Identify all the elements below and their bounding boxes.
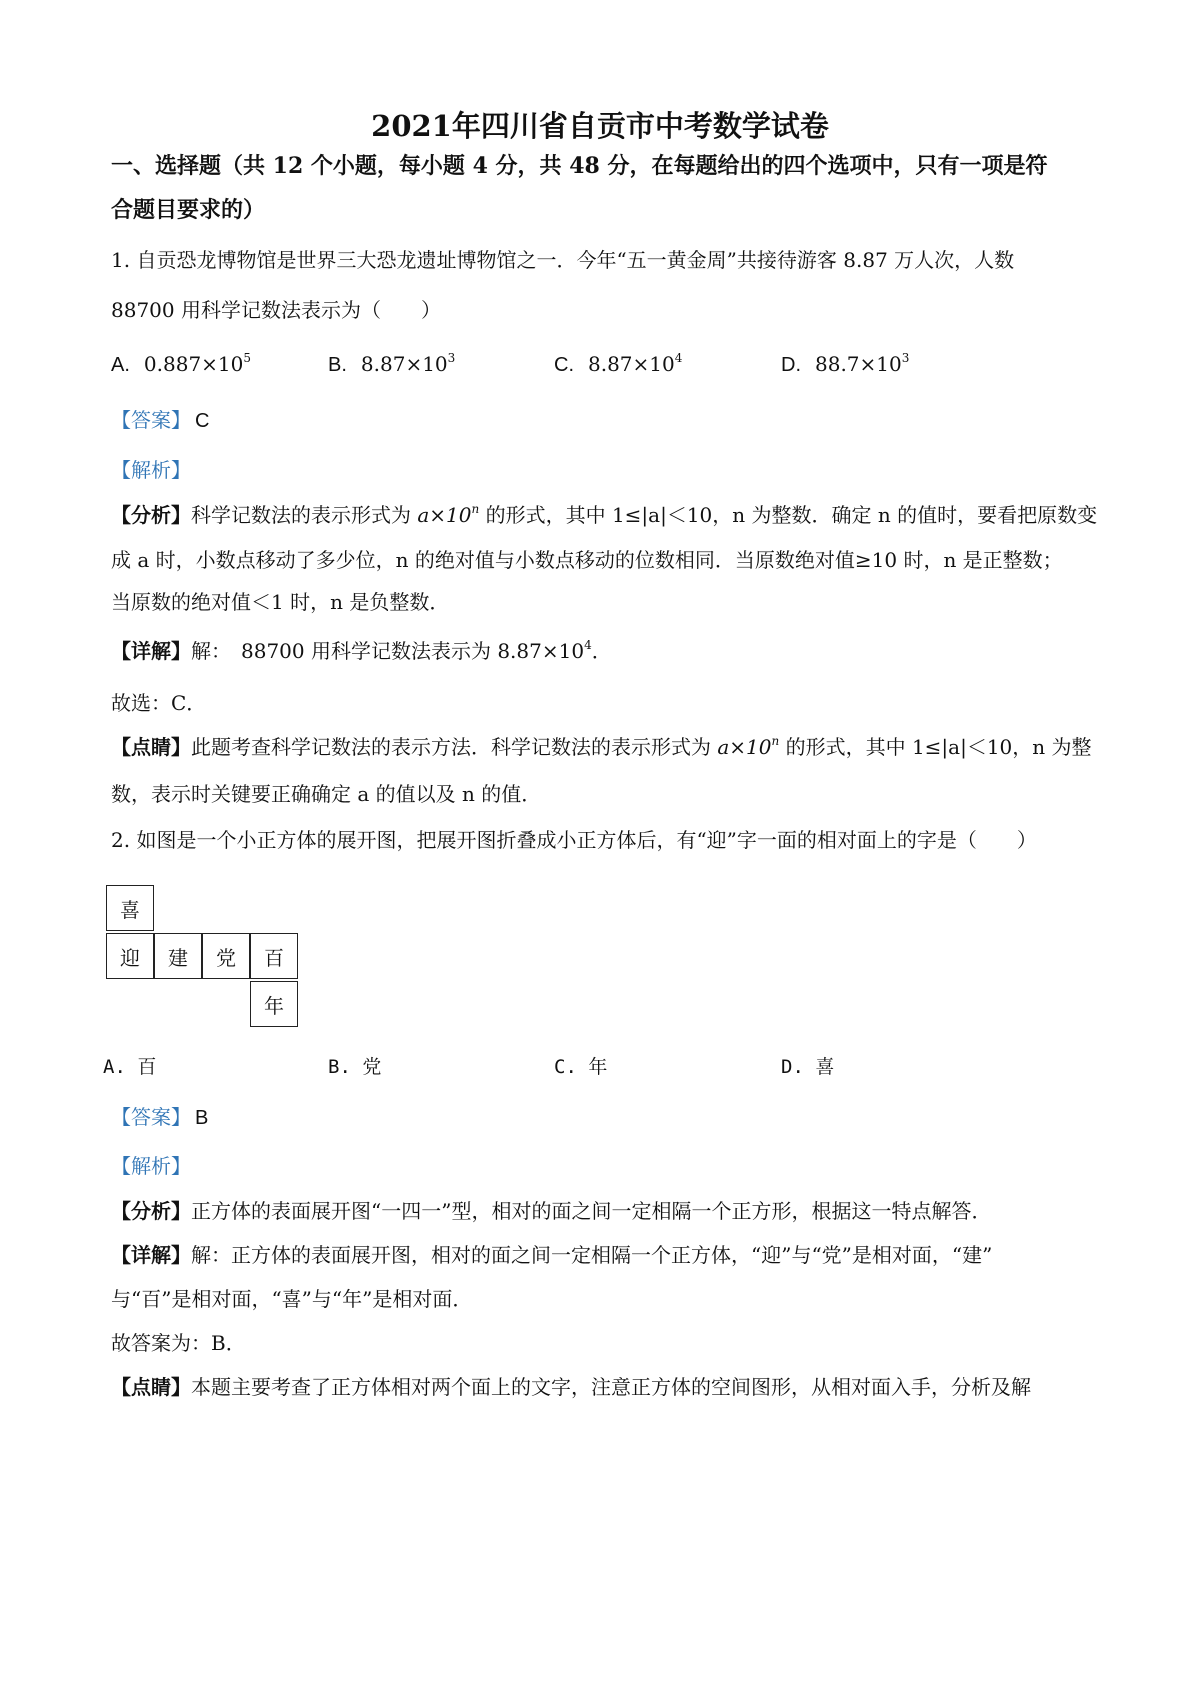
q2-option-d bbox=[781, 1055, 834, 1079]
q2-option-a bbox=[103, 1055, 156, 1079]
q1-dianjing-line-2: 数，表示时关键要正确确定 a 的值以及 n 的值． bbox=[111, 782, 542, 806]
q2-dianjing-label: 【点睛】 bbox=[111, 1375, 191, 1399]
net-cell-ying: 迎 bbox=[106, 933, 154, 979]
q2-option-a-letter: A. bbox=[103, 1056, 126, 1078]
q1-dianjing-text-1a: 此题考查科学记数法的表示方法．科学记数法的表示形式为 bbox=[191, 735, 718, 759]
section-heading-line-2: 合题目要求的） bbox=[111, 197, 266, 223]
q1-choose: 故选：C． bbox=[111, 691, 207, 715]
q2-fenxi-label: 【分析】 bbox=[111, 1199, 191, 1223]
q1-option-c bbox=[554, 352, 682, 377]
q1-option-b-exp: 3 bbox=[447, 351, 456, 365]
q1-xiangjie-exp: 4 bbox=[584, 638, 592, 652]
q2-option-c-text: 年 bbox=[588, 1056, 608, 1078]
q1-dianjing-line-1 bbox=[111, 735, 1092, 759]
net-cell-xi: 喜 bbox=[106, 885, 154, 931]
net-cell-dang: 党 bbox=[202, 933, 250, 979]
q1-stem-line-2: 88700 用科学记数法表示为（ ） bbox=[111, 298, 441, 322]
q1-option-d bbox=[781, 352, 909, 377]
q1-fenxi-formula: a×10 bbox=[417, 503, 472, 527]
net-cell-jian: 建 bbox=[154, 933, 202, 979]
q2-stem-line-1 bbox=[111, 828, 1037, 852]
q1-fenxi-text-1a: 科学记数法的表示形式为 bbox=[191, 503, 418, 527]
q2-option-c bbox=[554, 1055, 607, 1079]
q1-xiangjie-label: 【详解】 bbox=[111, 639, 191, 663]
q1-answer-label: 【答案】 bbox=[111, 408, 191, 432]
q2-option-a-text: 百 bbox=[137, 1056, 157, 1078]
q1-option-a-base: 0.887×10 bbox=[143, 352, 244, 376]
q2-answer-value: B bbox=[195, 1107, 209, 1129]
q1-fenxi-line-1 bbox=[111, 503, 1097, 527]
q1-dianjing-text-1c: 的形式，其中 1≤|a|＜10，n 为整 bbox=[779, 735, 1092, 759]
q1-xiangjie bbox=[111, 639, 612, 663]
q1-number: 1. bbox=[111, 248, 131, 272]
q1-analysis-heading: 【解析】 bbox=[111, 458, 191, 482]
q2-dianjing-text: 本题主要考查了正方体相对两个面上的文字，注意正方体的空间图形，从相对面入手，分析及解 bbox=[191, 1375, 1031, 1399]
q1-fenxi-formula-exp: n bbox=[471, 502, 480, 516]
q2-option-c-letter: C. bbox=[554, 1056, 577, 1078]
net-cell-nian: 年 bbox=[250, 981, 298, 1027]
q2-analysis-label bbox=[111, 1154, 191, 1178]
q1-analysis-label bbox=[111, 458, 191, 482]
q2-fenxi bbox=[111, 1199, 991, 1223]
q2-xiangjie-line-2: 与“百”是相对面，“喜”与“年”是相对面． bbox=[111, 1287, 473, 1311]
q1-fenxi-line-3: 当原数的绝对值＜1 时，n 是负整数． bbox=[111, 590, 450, 614]
q2-xiangjie-line-1 bbox=[111, 1243, 992, 1267]
q2-dianjing bbox=[111, 1375, 1031, 1399]
q1-option-d-base: 88.7×10 bbox=[815, 352, 902, 376]
q2-fenxi-text: 正方体的表面展开图“一四一”型，相对的面之间一定相隔一个正方形，根据这一特点解答． bbox=[191, 1199, 992, 1223]
q1-option-a bbox=[111, 352, 251, 377]
page-title: 2021年四川省自贡市中考数学试卷 bbox=[371, 109, 829, 143]
q2-option-b-text: 党 bbox=[362, 1056, 382, 1078]
q1-dianjing-formula-exp: n bbox=[771, 734, 780, 748]
q1-option-c-base: 8.87×10 bbox=[588, 352, 675, 376]
q2-option-d-text: 喜 bbox=[815, 1056, 835, 1078]
q1-option-c-letter: C. bbox=[554, 354, 574, 376]
q2-answer bbox=[111, 1105, 208, 1130]
q2-option-d-letter: D. bbox=[781, 1056, 804, 1078]
q1-dianjing-formula: a×10 bbox=[717, 735, 772, 759]
q1-option-d-letter: D. bbox=[781, 354, 801, 376]
net-cell-bai: 百 bbox=[250, 933, 298, 979]
q2-option-b bbox=[328, 1055, 381, 1079]
q2-xiangjie-label: 【详解】 bbox=[111, 1243, 191, 1267]
q1-option-c-exp: 4 bbox=[674, 351, 683, 365]
q1-option-d-exp: 3 bbox=[901, 351, 910, 365]
q1-xiangjie-tail: ． bbox=[591, 639, 612, 663]
q1-option-b bbox=[328, 352, 455, 377]
q2-analysis-heading: 【解析】 bbox=[111, 1154, 191, 1178]
q1-option-a-letter: A. bbox=[111, 354, 130, 376]
q1-dianjing-label: 【点睛】 bbox=[111, 735, 191, 759]
q1-answer bbox=[111, 408, 209, 433]
q2-answer-label: 【答案】 bbox=[111, 1105, 191, 1129]
q2-option-b-letter: B. bbox=[328, 1056, 351, 1078]
q1-answer-value: C bbox=[195, 410, 210, 432]
q2-number: 2. bbox=[111, 828, 131, 852]
q1-stem-line-1 bbox=[111, 248, 1014, 272]
q2-xiangjie-text-1: 解：正方体的表面展开图，相对的面之间一定相隔一个正方体，“迎”与“党”是相对面，“建” bbox=[191, 1243, 993, 1267]
section-heading-line-1: 一、选择题（共 12 个小题，每小题 4 分，共 48 分，在每题给出的四个选项中，只有一项是符 bbox=[111, 153, 1048, 179]
q1-xiangjie-text: 解： 88700 用科学记数法表示为 8.87×10 bbox=[191, 639, 585, 663]
q1-option-b-base: 8.87×10 bbox=[360, 352, 448, 376]
q1-option-b-letter: B. bbox=[328, 354, 347, 376]
q1-fenxi-line-2: 成 a 时，小数点移动了多少位，n 的绝对值与小数点移动的位数相同．当原数绝对值≥10 时，n 是正整数； bbox=[111, 548, 1063, 572]
q1-fenxi-text-1c: 的形式，其中 1≤|a|＜10，n 为整数．确定 n 的值时，要看把原数变 bbox=[479, 503, 1098, 527]
q2-choose: 故答案为：B． bbox=[111, 1331, 246, 1355]
q1-fenxi-label: 【分析】 bbox=[111, 503, 191, 527]
q1-stem-text-1: 自贡恐龙博物馆是世界三大恐龙遗址博物馆之一．今年“五一黄金周”共接待游客 8.87 万人次，人数 bbox=[136, 248, 1015, 272]
q2-stem-text: 如图是一个小正方体的展开图，把展开图折叠成小正方体后，有“迎”字一面的相对面上的字是（ ） bbox=[136, 828, 1037, 852]
q1-option-a-exp: 5 bbox=[243, 351, 252, 365]
